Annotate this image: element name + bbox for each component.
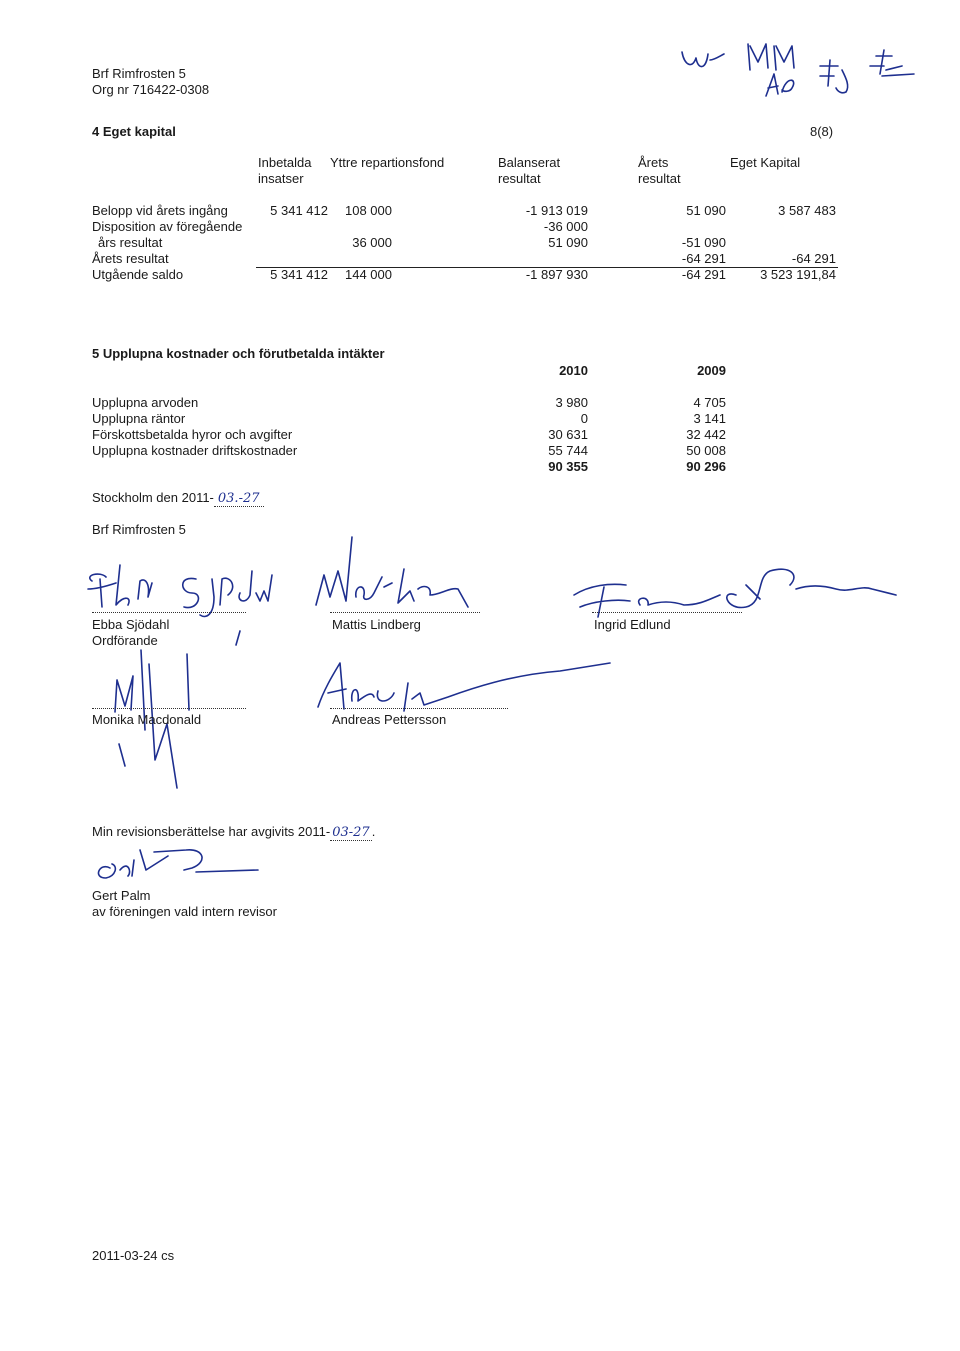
signature-line bbox=[92, 612, 246, 613]
signature-line bbox=[330, 612, 480, 613]
cell: 3 587 483 bbox=[778, 203, 836, 218]
cell: 51 090 bbox=[686, 203, 726, 218]
equity-col-header: Balanserat bbox=[498, 155, 561, 170]
row-label: Upplupna arvoden bbox=[92, 395, 199, 410]
audit-statement bbox=[92, 824, 375, 841]
accrued-title: 5 Upplupna kostnader och förutbetalda intäkter bbox=[92, 346, 385, 361]
signature-gert-palm bbox=[88, 842, 268, 892]
equity-col-header: resultat bbox=[638, 171, 681, 186]
row-label: Upplupna kostnader driftskostnader bbox=[92, 443, 298, 458]
row-label: Årets resultat bbox=[92, 251, 169, 266]
footer-date: 2011-03-24 cs bbox=[92, 1248, 175, 1263]
row-label: Disposition av föregående bbox=[92, 219, 243, 234]
cell: -64 291 bbox=[791, 251, 836, 266]
cell: -64 291 bbox=[681, 267, 726, 282]
equity-col-header: Eget Kapital bbox=[730, 155, 801, 170]
total-cell: 90 296 bbox=[686, 459, 726, 474]
cell: 55 744 bbox=[548, 443, 588, 458]
place-date bbox=[92, 490, 264, 507]
equity-col-header: Inbetalda bbox=[258, 155, 312, 170]
signature-line bbox=[592, 612, 742, 613]
cell: 5 341 412 bbox=[270, 267, 328, 282]
cell: 108 000 bbox=[345, 203, 392, 218]
signatory-name: Mattis Lindberg bbox=[332, 617, 421, 632]
initials-signature bbox=[670, 30, 940, 110]
row-label: Förskottsbetalda hyror och avgifter bbox=[92, 427, 293, 442]
row-label: Upplupna räntor bbox=[92, 411, 186, 426]
equity-col-header: resultat bbox=[498, 171, 541, 186]
audit-text: Min revisionsberättelse har avgivits 2011- bbox=[92, 824, 331, 839]
audit-text-suffix: . bbox=[371, 824, 376, 839]
cell: 50 008 bbox=[686, 443, 726, 458]
signatory-name: Andreas Pettersson bbox=[332, 712, 447, 727]
signature-line bbox=[92, 708, 246, 709]
equity-col-header: insatser bbox=[258, 171, 304, 186]
signatory-name: Monika Macdonald bbox=[92, 712, 202, 727]
auditor-role: av föreningen vald intern revisor bbox=[92, 904, 277, 919]
cell: 3 980 bbox=[555, 395, 588, 410]
signatory-name: Ebba Sjödahl bbox=[92, 617, 170, 632]
org-number: Org nr 716422-0308 bbox=[92, 82, 210, 97]
cell: 5 341 412 bbox=[270, 203, 328, 218]
cell: 30 631 bbox=[548, 427, 588, 442]
cell: 32 442 bbox=[686, 427, 726, 442]
signature-ingrid-edlund bbox=[560, 555, 910, 625]
cell: -51 090 bbox=[681, 235, 726, 250]
org-name: Brf Rimfrosten 5 bbox=[92, 66, 186, 81]
cell: -64 291 bbox=[681, 251, 726, 266]
page-number: 8(8) bbox=[810, 124, 834, 139]
cell: 0 bbox=[580, 411, 588, 426]
cell: 36 000 bbox=[352, 235, 392, 250]
audit-date-handwritten: 03-27 bbox=[332, 825, 370, 840]
cell: 3 141 bbox=[693, 411, 726, 426]
row-label: Utgående saldo bbox=[92, 267, 184, 282]
row-label: års resultat bbox=[98, 235, 163, 250]
cell: 51 090 bbox=[548, 235, 588, 250]
cell: 3 523 191,84 bbox=[760, 267, 836, 282]
place-date-prefix: Stockholm den 2011- bbox=[92, 490, 214, 505]
row-label: Belopp vid årets ingång bbox=[92, 203, 228, 218]
total-cell: 90 355 bbox=[548, 459, 588, 474]
equity-title: 4 Eget kapital bbox=[92, 124, 176, 139]
cell: 144 000 bbox=[345, 267, 392, 282]
place-date-handwritten: 03.-27 bbox=[214, 491, 264, 507]
signatory-name: Ingrid Edlund bbox=[594, 617, 671, 632]
year-header: 2010 bbox=[559, 363, 588, 378]
equity-col-header: Yttre repartionsfond bbox=[330, 155, 445, 170]
signatory-role: Ordförande bbox=[92, 633, 158, 648]
auditor-name: Gert Palm bbox=[92, 888, 151, 903]
cell: -36 000 bbox=[543, 219, 588, 234]
cell: -1 897 930 bbox=[525, 267, 588, 282]
equity-col-header: Årets bbox=[638, 155, 669, 170]
signature-line bbox=[330, 708, 508, 709]
signing-org: Brf Rimfrosten 5 bbox=[92, 522, 186, 537]
cell: -1 913 019 bbox=[525, 203, 588, 218]
cell: 4 705 bbox=[693, 395, 726, 410]
year-header: 2009 bbox=[697, 363, 726, 378]
